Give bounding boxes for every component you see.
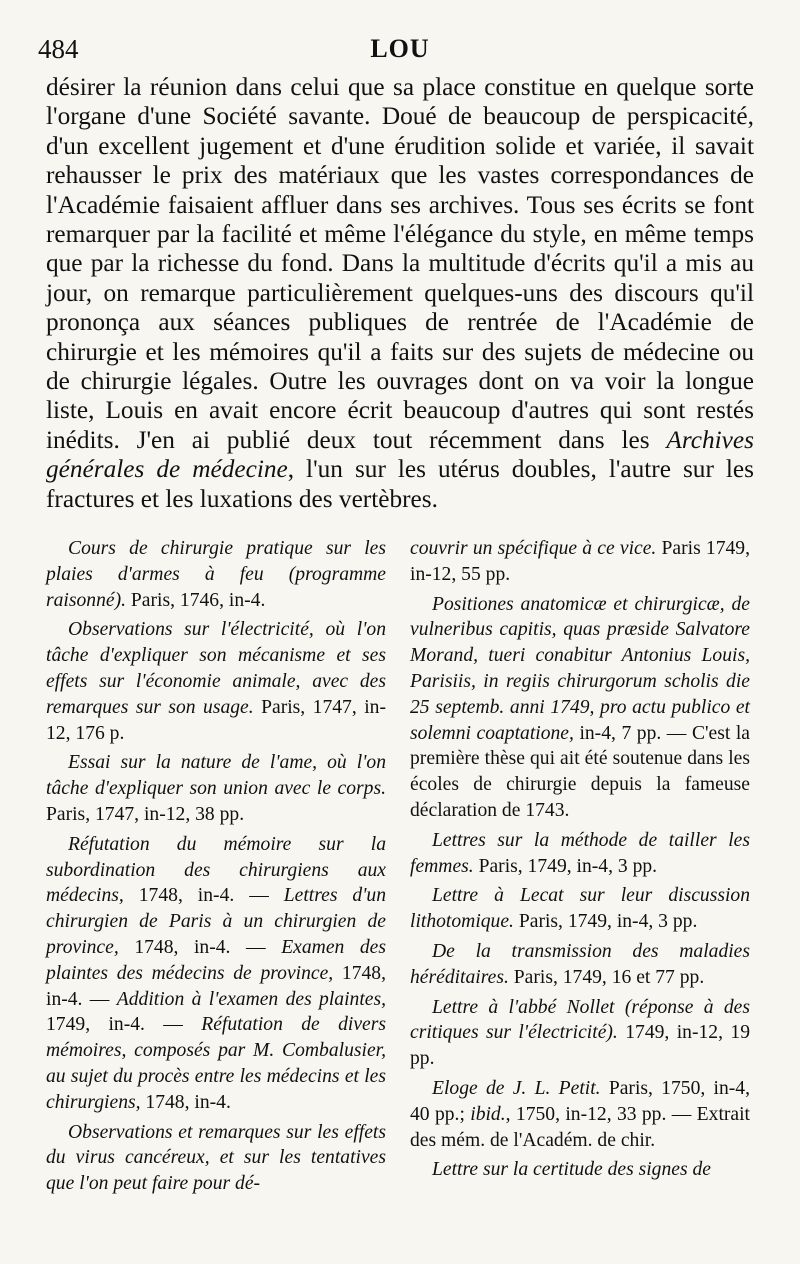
bib-entry: Positiones anatomicæ et chirurgicæ, de vulneribus capitis, quas præside Salvatore Morand, tueri conabitur Antonius Louis, Parisiis, in regiis chirurgorum scholis die 25 septemb. anni 1749, pro actu publico et solemni coaptatione, in-4, 7 pp. — C'est la première thèse qui ait été soutenue dans les écoles de chirurgie depuis la fameuse déclaration de 1743.	[410, 593, 750, 821]
bibliography-left-column	[46, 536, 386, 1201]
page-number: 484	[38, 34, 79, 64]
paragraph-text-end: , l'un sur les utérus doubles, l'autre sur les fractures et les luxations des vertèbres.	[46, 455, 754, 513]
bib-entry: Lettres sur la méthode de tailler les femmes. Paris, 1749, in-4, 3 pp.	[410, 829, 750, 877]
bib-entry-continuation: couvrir un spécifique à ce vice. Paris 1749, in-12, 55 pp.	[410, 538, 750, 585]
journal-title: Archives générales de médecine	[46, 425, 754, 484]
paragraph-text: désirer la réunion dans celui que sa place constitue en quelque sorte l'organe d'une Société savante. Doué de beaucoup de perspicacité, d'un excellent jugement et d'une érudition solide et variée, il savait rehausser le prix des matériaux que les vastes correspondances de l'Académie faisaient affluer dans ses archives. Tous ses écrits se font remarquer par la facilité et même l'élégance du style, en même temps que par la richesse du fond. Dans la multitude d'écrits qu'il a mis au jour, on remarque particulièrement quelques-uns des discours qu'il prononça aux séances publiques de rentrée de l'Académie de chirurgie et les mémoires qu'il a faits sur des sujets de médecine ou de chirurgie légales. Outre les ouvrages dont on va voir la longue liste, Louis en avait encore écrit beaucoup d'autres qui sont restés inédits. J'en ai publié deux tout récemment dans les	[46, 73, 754, 454]
bib-entry: Eloge de J. L. Petit. Paris, 1750, in-4, 40 pp.; ibid., 1750, in-12, 33 pp. — Extrait des mém. de l'Académ. de chir.	[410, 1077, 751, 1151]
bib-entry: Lettre sur la certitude des signes de	[432, 1159, 711, 1181]
main-paragraph	[46, 73, 754, 514]
bibliography-right-column	[410, 536, 750, 1187]
bib-entry: Cours de chirurgie pratique sur les plaies d'armes à feu (programme raisonné). Paris, 1746, in-4.	[46, 538, 386, 611]
bib-entry: Observations et remarques sur les effets du virus cancéreux, et sur les tentatives que l'on peut faire pour dé-	[46, 1121, 386, 1195]
bib-entry: Réfutation du mémoire sur la subordination des chirurgiens aux médecins, 1748, in-4. — Lettres d'un chirurgien de Paris à un chirurgien de province, 1748, in-4. — Examen des plaintes des médecins de province, 1748, in-4. — Addition à l'examen des plaintes, 1749, in-4. — Réfutation de divers mémoires, composés par M. Combalusier, au sujet du procès entre les médecins et les chirurgiens, 1748, in-4.	[46, 833, 387, 1113]
running-head: LOU	[370, 34, 430, 63]
bib-entry: Lettre à l'abbé Nollet (réponse à des critiques sur l'électricité). 1749, in-12, 19 pp.	[410, 996, 750, 1070]
bib-entry: Essai sur la nature de l'ame, où l'on tâche d'expliquer son union avec le corps. Paris, 1747, in-12, 38 pp.	[46, 752, 386, 825]
bib-entry: De la transmission des maladies héréditaires. Paris, 1749, 16 et 77 pp.	[410, 940, 750, 988]
bib-entry: Observations sur l'électricité, où l'on tâche d'expliquer son mécanisme et ses effets sur l'économie animale, avec des remarques sur son usage. Paris, 1747, in-12, 176 p.	[46, 619, 386, 744]
page-header	[38, 34, 762, 68]
bib-entry: Lettre à Lecat sur leur discussion lithotomique. Paris, 1749, in-4, 3 pp.	[410, 885, 750, 933]
